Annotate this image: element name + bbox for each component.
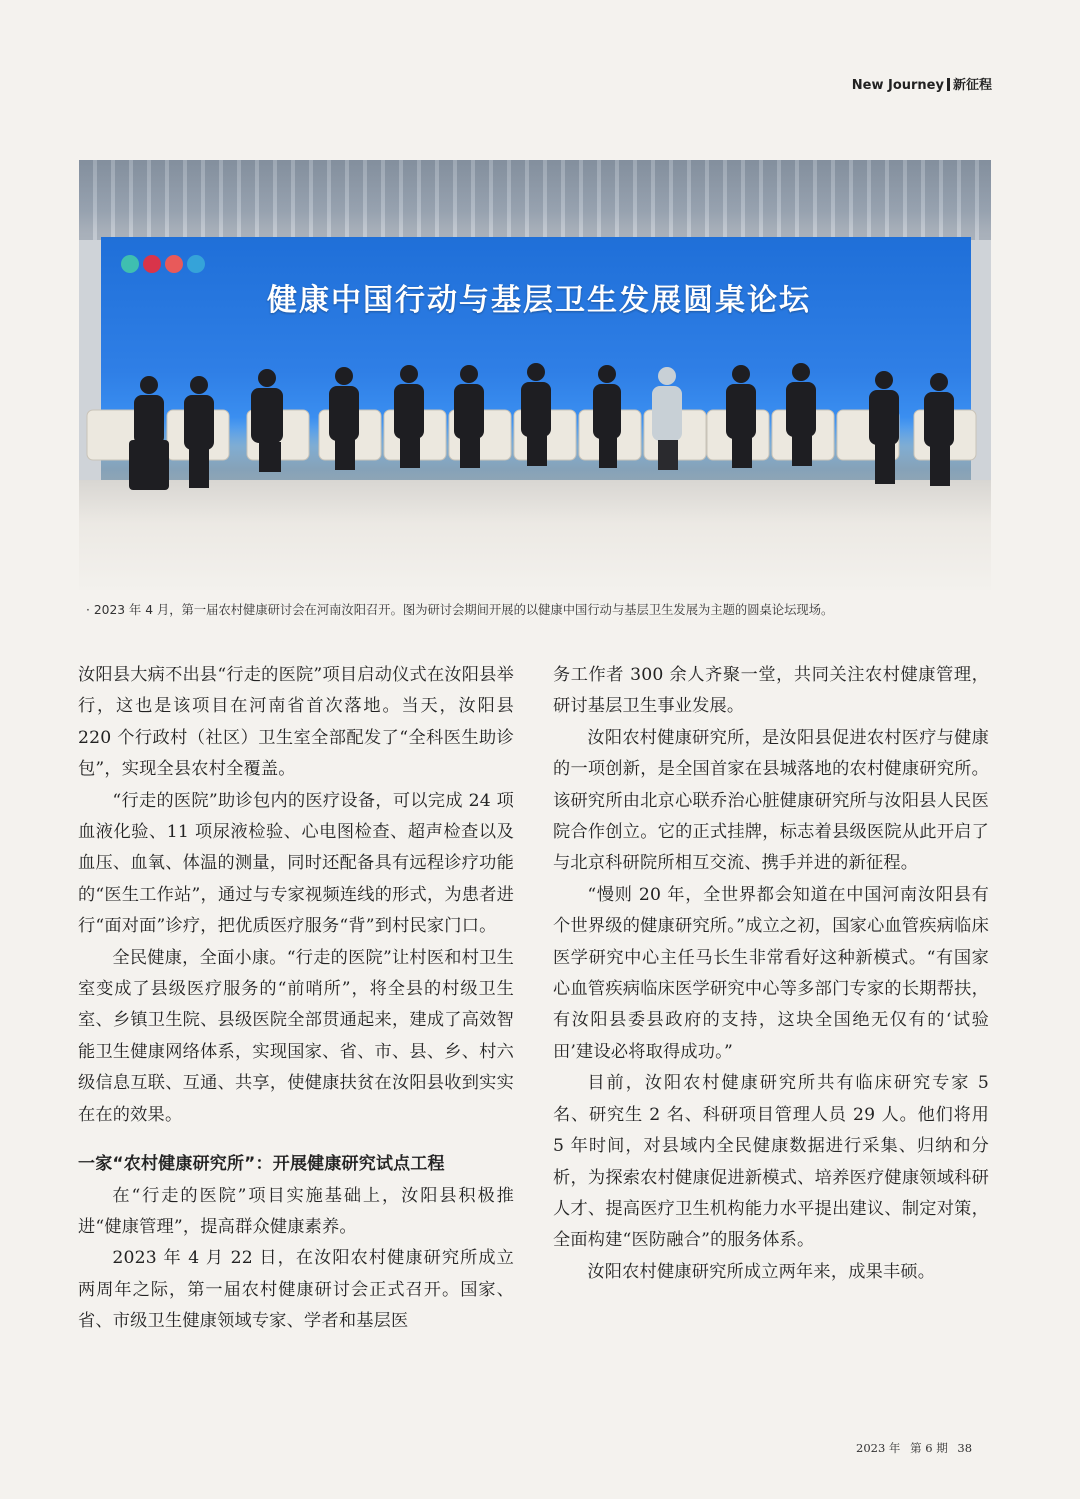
paragraph: 务工作者 300 余人齐聚一堂，共同关注农村健康管理，研讨基层卫生事业发展。 [553,665,989,717]
panelists [79,160,991,590]
paragraph: 汝阳农村健康研究所，是汝阳县促进农村医疗与健康的一项创新，是全国首家在县城落地的农村健康研究所。该研究所由北京心联乔治心脏健康研究所与汝阳县人民医院合作创立。它的正式挂牌，标志着县级医院从此开启了与北京科研院所相互交流、携手并进的新征程。 [553,727,989,874]
paragraph: 汝阳县大病不出县“行走的医院”项目启动仪式在汝阳县举行，这也是该项目在河南省首次落地。当天，汝阳县 220 个行政村（社区）卫生室全部配发了“全科医生助诊包”，实现全县农村全覆盖。 [78,665,514,780]
right-column [553,660,989,1288]
forum-banner-title: 健康中国行动与基层卫生发展圆桌论坛 [267,283,811,318]
paragraph: 全民健康，全面小康。“行走的医院”让村医和村卫生室变成了县级医疗服务的“前哨所”，将全县的村级卫生室、乡镇卫生院、县级医院全部贯通起来，建成了高效智能卫生健康网络体系，实现国家、省、市、县、乡、村六级信息互联、互通、共享，使健康扶贫在汝阳县收到实实在在的效果。 [78,947,514,1125]
section-heading: 一家“农村健康研究所”：开展健康研究试点工程 [78,1154,445,1175]
forum-photo [79,160,991,590]
section-tag-en: New Journey [851,78,944,93]
section-tag-zh: 新征程 [952,78,992,93]
page-footer [856,1440,978,1456]
section-tag [852,74,992,93]
paragraph: 在“行走的医院”项目实施基础上，汝阳县积极推进“健康管理”，提高群众健康素养。 [78,1185,514,1237]
page-number: 38 [957,1441,973,1455]
paragraph: 目前，汝阳农村健康研究所共有临床研究专家 5 名、研究生 2 名、科研项目管理人员 29 人。他们将用 5 年时间，对县域内全民健康数据进行采集、归纳和分析，为探索农村健康促进新模式、培养医疗健康领域科研人才、提高医疗卫生机构能力水平提出建议、制定对策，全面构建“医防融合”的服务体系。 [553,1073,989,1251]
footer-issue: 第 6 期 [910,1441,948,1455]
paragraph: 汝阳农村健康研究所成立两年来，成果丰硕。 [587,1261,936,1282]
left-column [78,660,514,1338]
divider-bar [947,78,950,91]
paragraph: “慢则 20 年，全世界都会知道在中国河南汝阳县有个世界级的健康研究所。”成立之初，国家心血管疾病临床医学研究中心主任马长生非常看好这种新模式。“有国家心血管疾病临床医学研究中心等多部门专家的长期帮扶，有汝阳县委县政府的支持，这块全国绝无仅有的‘试验田’建设必将取得成功。” [553,884,989,1062]
photo-caption: · 2023 年 4 月，第一届农村健康研讨会在河南汝阳召开。图为研讨会期间开展的以健康中国行动与基层卫生发展为主题的圆桌论坛现场。 [86,603,834,617]
paragraph: “行走的医院”助诊包内的医疗设备，可以完成 24 项血液化验、11 项尿液检验、心电图检查、超声检查以及血压、血氧、体温的测量，同时还配备具有远程诊疗功能的“医生工作站”，通过与专家视频连线的形式，为患者进行“面对面”诊疗，把优质医疗服务“背”到村民家门口。 [78,790,514,937]
footer-year: 2023 年 [856,1441,901,1455]
paragraph: 2023 年 4 月 22 日，在汝阳农村健康研究所成立两周年之际，第一届农村健康研讨会正式召开。国家、省、市级卫生健康领域专家、学者和基层医 [78,1248,514,1332]
